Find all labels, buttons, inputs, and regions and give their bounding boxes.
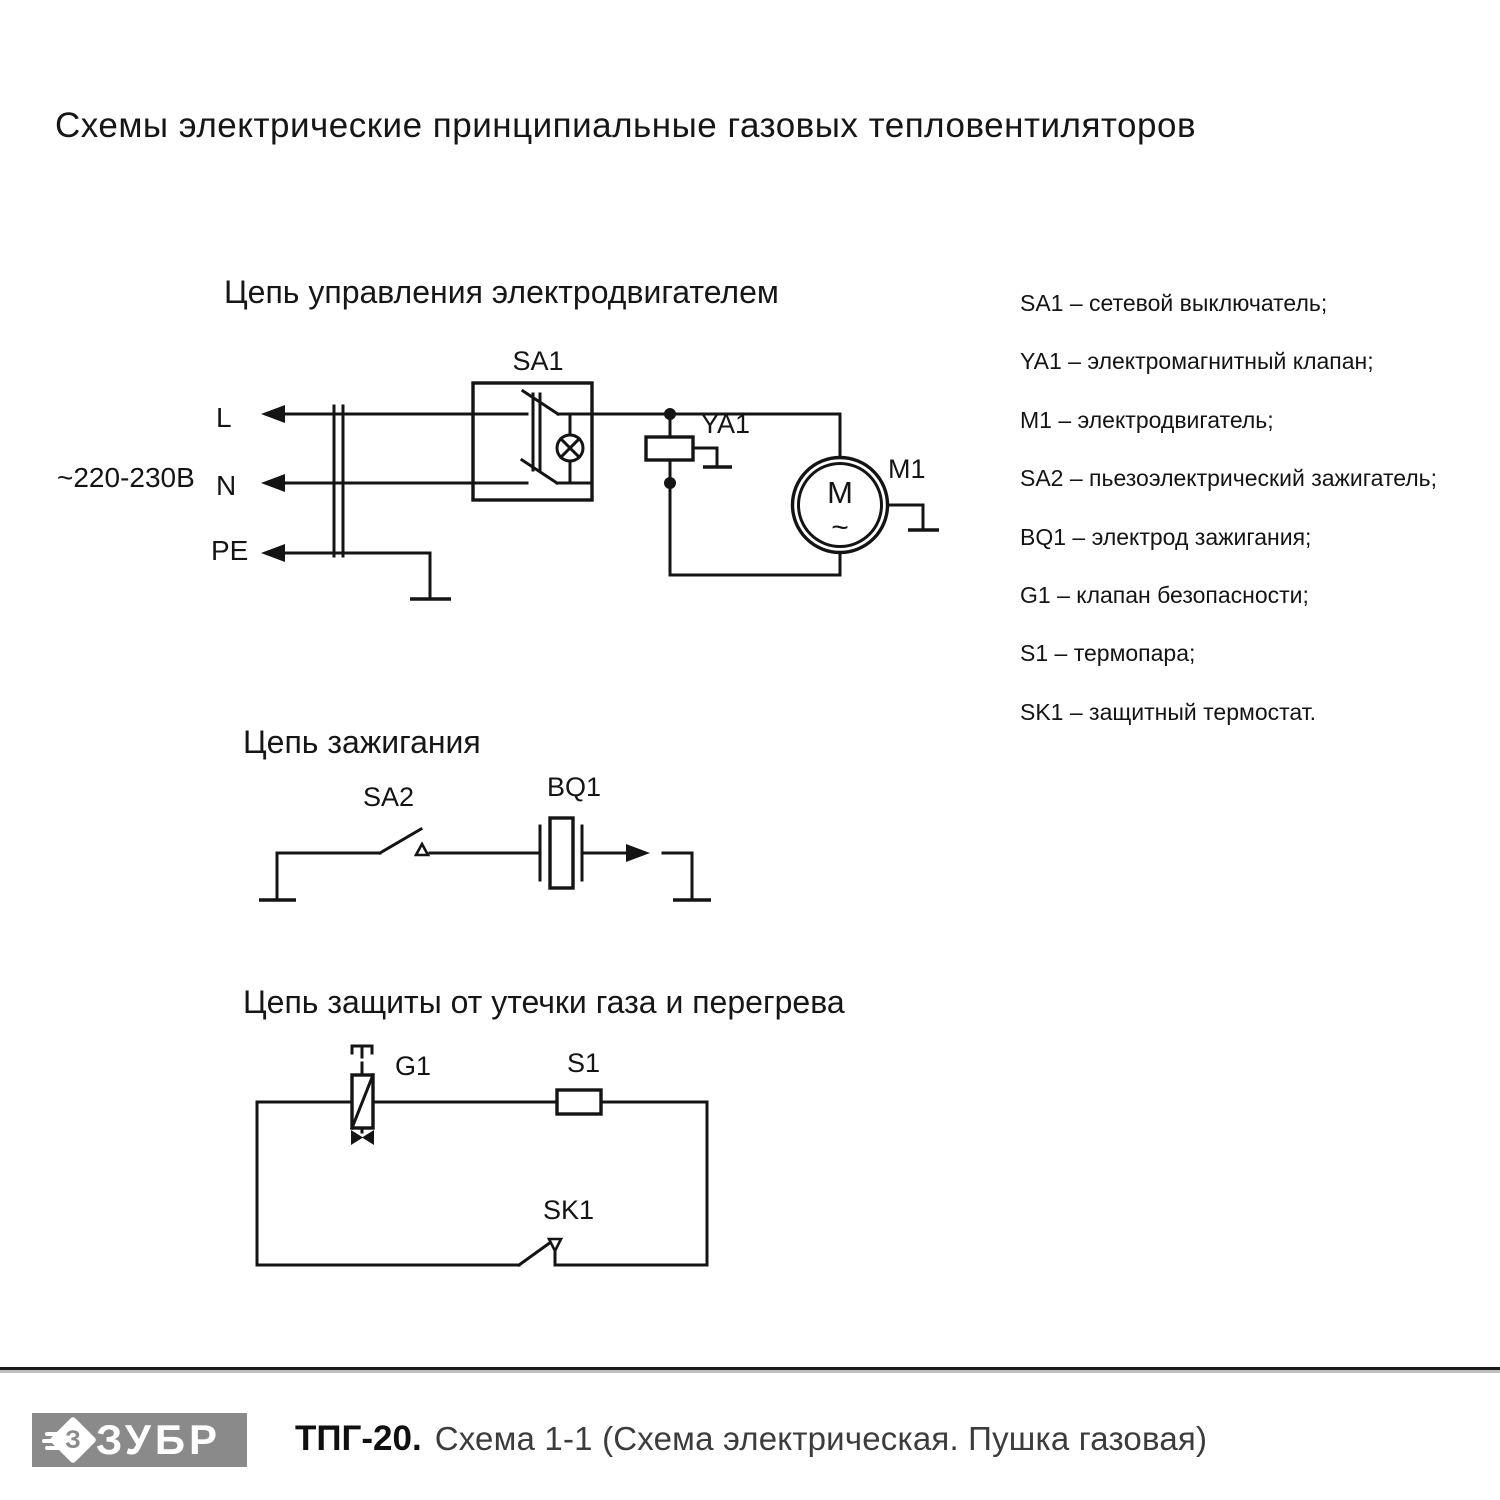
legend-item-g1: G1 – клапан безопасности; xyxy=(1020,581,1309,608)
connector-symbol xyxy=(334,406,343,556)
bq1-label: BQ1 xyxy=(547,772,602,802)
sa2-label: SA2 xyxy=(363,782,415,812)
arrow-left-icon xyxy=(261,474,285,492)
footer-divider-shadow xyxy=(0,1370,1500,1373)
g1-label: G1 xyxy=(395,1051,432,1081)
page-title: Схемы электрические принципиальные газовых тепловентиляторов xyxy=(55,106,1197,145)
footer-caption-line xyxy=(295,1419,1207,1459)
bq1-electrode-symbol xyxy=(540,818,582,888)
contact-triangle-icon xyxy=(549,1239,561,1251)
s1-thermocouple-symbol xyxy=(557,1090,601,1114)
motor-ac-symbol: ~ xyxy=(831,511,849,544)
arrow-left-icon xyxy=(261,544,285,562)
arrow-left-icon xyxy=(261,405,285,423)
wire xyxy=(555,1102,707,1265)
legend-item-sa1: SA1 – сетевой выключатель; xyxy=(1020,290,1328,316)
wire xyxy=(277,853,380,900)
legend-item-sk1: SK1 – защитный термостат. xyxy=(1020,698,1317,725)
protection-circuit xyxy=(257,1046,707,1265)
legend-item-bq1: BQ1 – электрод зажигания; xyxy=(1020,523,1312,550)
line-n-label: N xyxy=(216,470,237,501)
m1-label: M1 xyxy=(888,454,926,484)
protection-section-title: Цепь защиты от утечки газа и перегрева xyxy=(243,984,845,1020)
zubr-brand-wordmark: ЗУБР xyxy=(96,1416,222,1463)
sa2-igniter-symbol xyxy=(380,829,428,855)
legend-item-s1: S1 – термопара; xyxy=(1020,640,1196,667)
ignition-section-title: Цепь зажигания xyxy=(243,724,481,760)
legend-item-sa2: SA2 – пьезоэлектрический зажигатель; xyxy=(1020,465,1438,492)
sa1-label: SA1 xyxy=(512,346,564,376)
motor-control-circuit xyxy=(57,346,939,599)
ignition-circuit xyxy=(259,772,711,900)
lamp-icon xyxy=(557,414,583,483)
legend-item-m1: M1 – электродвигатель; xyxy=(1020,406,1274,433)
sk1-label: SK1 xyxy=(543,1195,595,1225)
g1-safety-valve-symbol xyxy=(351,1046,374,1145)
zubr-logo xyxy=(32,1413,247,1467)
wire xyxy=(266,553,430,597)
sk1-thermostat-symbol xyxy=(519,1239,561,1265)
ya1-label: YA1 xyxy=(701,409,751,439)
wire xyxy=(670,483,840,575)
motor-letter: M xyxy=(827,475,853,510)
contact-triangle-icon xyxy=(416,844,428,855)
model-name: ТПГ-20. xyxy=(295,1419,422,1458)
sa1-switch-symbol xyxy=(473,383,592,500)
line-pe-label: PE xyxy=(211,535,249,566)
legend-item-ya1: YA1 – электромагнитный клапан; xyxy=(1020,348,1374,375)
sheet-caption: Схема 1-1 (Схема электрическая. Пушка газовая) xyxy=(434,1420,1208,1457)
zubr-logo-letter: З xyxy=(65,1425,81,1454)
voltage-label: ~220-230В xyxy=(57,462,195,493)
wire xyxy=(663,853,692,898)
arrow-right-icon xyxy=(626,844,650,862)
line-l-label: L xyxy=(216,402,232,433)
wire xyxy=(257,1102,519,1265)
s1-label: S1 xyxy=(567,1048,601,1078)
motor-control-section-title: Цепь управления электродвигателем xyxy=(224,274,779,310)
